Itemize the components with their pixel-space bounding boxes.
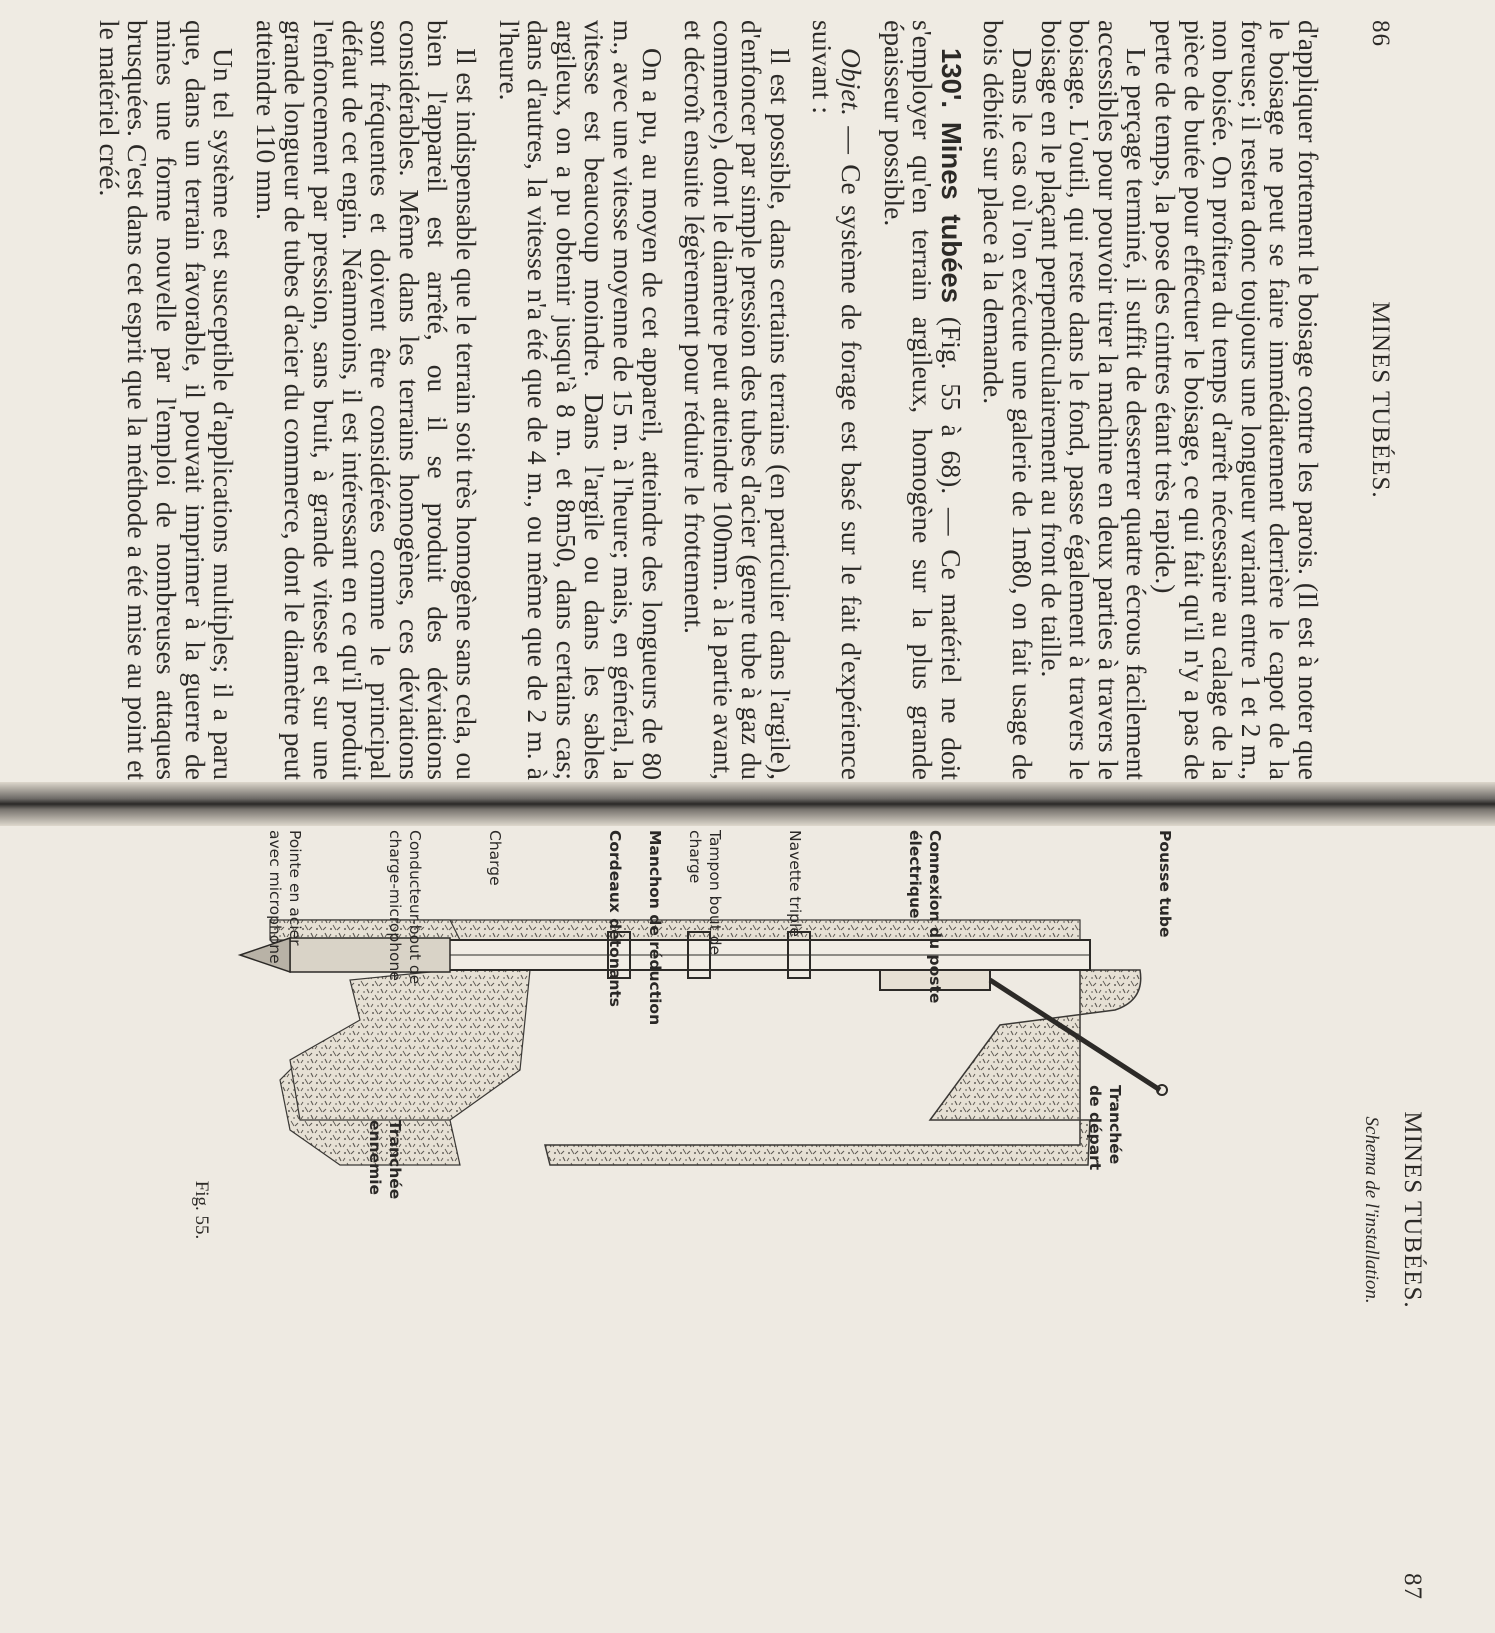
paragraph: Le perçage terminé, il suffit de desserrer quatre écrous facilement accessibles pour pouvoir tirer la machine en deux parties à travers le boisage. L'outil, qui reste dans le fond, passe également à travers le boisage en le plaçant perpendiculairement au front de taille. [1035,20,1153,780]
label-conducteur: Conducteur-bout de [406,830,424,985]
left-page [0,0,1495,800]
paragraph: Il est possible, dans certains terrains (en particulier dans l'argile), d'enfoncer par simple pression des tubes d'acier (genre tube à gaz du commerce), dont le diamètre peut atteindre 100mm. à la partie avant, et décroît ensuite légèrement pour réduire le frottement. [679,20,796,780]
section-title: Mines tubées [935,121,967,303]
label-pousse-tube: Pousse tube [1156,830,1174,938]
right-page [0,826,1495,1633]
objet-paragraph [807,20,868,781]
label-charge: Charge [486,830,504,886]
paragraph: Il est indispensable que le terrain soit très homogène sans cela, ou bien l'appareil est arrêté, ou il se produit des déviations considérables. Même dans les terrains homogènes, ces déviations sont fréquentes et doivent être considérées comme le principal défaut de cet engin. Néanmoins, il est intéressant en ce qu'il produit l'enfoncement par pression, sans bruit, à grande vitesse et sur une grande longueur de tubes d'acier du commerce, dont le diamètre peut atteindre 110 mm. [250,20,482,780]
label-conducteur-2: charge-microphone [386,830,404,981]
label-tampon-2: charge [686,830,704,884]
label-enemy-trench-2: ennemie [366,1120,384,1196]
label-manchon: Manchon de réduction [646,830,664,1026]
label-start-trench: Tranchée [1106,1085,1124,1165]
paragraph: On a pu, au moyen de cet appareil, atteindre des longueurs de 80 m., avec une vitesse moyenne de 15 m. à l'heure; mais, en général, la vitesse est beaucoup moindre. Dans l'argile ou dans les sables argileux, on a pu obtenir jusqu'à 8 m. et 8m50, dans certains cas; dans d'autres, la vitesse n'a été que de 4 m., ou même que de 2 m. à l'heure. [493,20,668,780]
paragraph: d'appliquer fortement le boisage contre les parois. (Il est à noter que le boisage ne peut se faire immédiatement derrière le capot de la foreuse; il restera donc toujours une longueur variant entre 1 et 2 m., non boisée. On profitera du temps d'arrêt nécessaire au calage de la pièce de butée pour effectuer le boisage, ce qui fait qu'il n'y a pas de perte de temps, la pose des cintres étant très rapide.) [1150,20,1324,780]
section-intro: (Fig. 55 à 68). — Ce matériel ne doit s'employer qu'en terrain argileux, homogène sur la plus grande épaisseur possible. [878,20,967,780]
installation-diagram [220,820,1350,1600]
label-connexion: Connexion du poste [926,830,944,1004]
right-page-content [40,820,1440,1600]
objet-text: — Ce système de forage est basé sur le fait d'expérience suivant : [807,20,868,781]
label-cordeaux: Cordeaux détonants [606,830,624,1007]
paragraph: Dans le cas où l'on exécute une galerie de 1m80, on fait usage de bois débité sur place à la demande. [978,20,1039,780]
objet-label: Objet. [836,48,868,116]
body-text [94,20,1322,780]
label-navette: Navette triplé [786,830,804,937]
label-pointe-2: avec microphone [266,830,284,964]
section-paragraph [879,20,965,780]
label-enemy-trench: Tranchée [386,1120,404,1200]
label-connexion-2: électrique [906,830,924,919]
figure-number: Fig. 55. [191,1180,212,1240]
left-page-content [93,20,1400,781]
page-number: 87 [1399,1573,1426,1600]
figure-caption: Schema de l'installation. [1361,1116,1382,1304]
running-title: MINES TUBÉES. [1367,301,1394,499]
section-number: 130'. [935,48,967,109]
page-number: 86 [1367,20,1394,47]
label-pointe: Pointe en acier [286,830,304,946]
running-title: MINES TUBÉES. [1399,1111,1426,1309]
label-tampon: Tampon bout de [706,830,724,956]
label-start-trench-2: de départ [1086,1085,1104,1171]
paragraph: Un tel système est susceptible d'applications multiples; il a paru que, dans un terrain favorable, il pouvait imprimer à la guerre de mines une forme nouvelle par l'emploi de nombreuses attaques brusquées. C'est dans cet esprit que la méthode a été mise au point et le matériel créé. [93,20,240,780]
